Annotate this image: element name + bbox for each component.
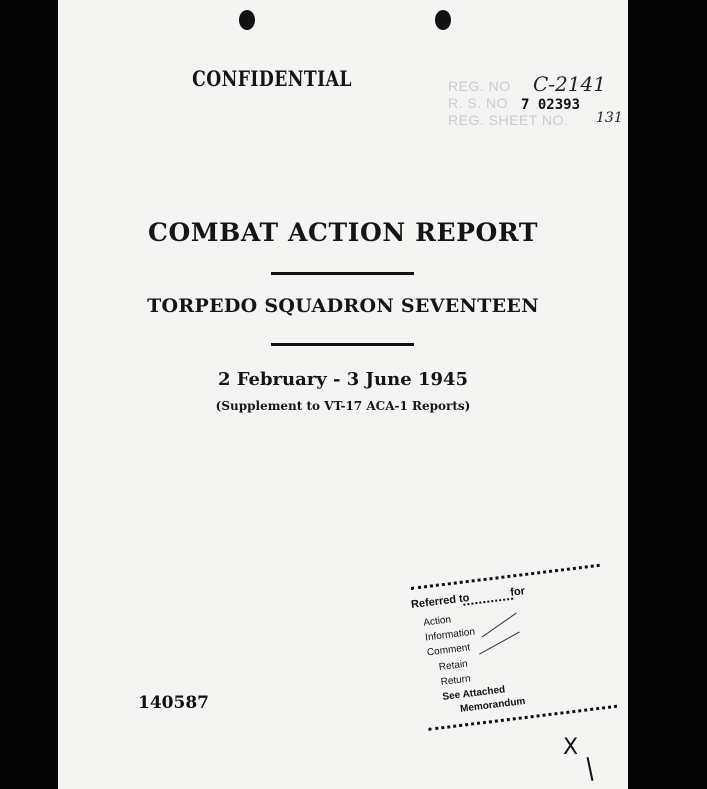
routing-item: Information xyxy=(424,626,476,644)
routing-referred-dots xyxy=(463,598,513,606)
document-page xyxy=(58,0,628,789)
stamp-reg-label: REG. NO xyxy=(448,78,511,94)
punch-hole-left xyxy=(239,10,255,30)
report-title: COMBAT ACTION REPORT xyxy=(147,218,539,247)
document-number: 140587 xyxy=(138,693,209,713)
routing-top-border xyxy=(411,564,600,590)
routing-for: for xyxy=(509,585,526,599)
routing-item: Return xyxy=(440,673,472,688)
routing-stamp xyxy=(402,554,628,749)
unit-name: TORPEDO SQUADRON SEVENTEEN xyxy=(147,295,539,317)
handwritten-tick-mark xyxy=(587,757,594,781)
handwritten-x-mark: X xyxy=(563,735,579,760)
rs-number: 7 02393 xyxy=(521,97,581,113)
classification-heading: CONFIDENTIAL xyxy=(192,66,352,91)
unit-divider xyxy=(271,343,414,346)
supplement-note: (Supplement to VT-17 ACA-1 Reports) xyxy=(215,399,471,413)
handwritten-reg-number: C-2141 xyxy=(533,72,606,96)
routing-item: Memorandum xyxy=(459,695,526,715)
handwritten-sheet-number: 131 xyxy=(596,110,623,126)
title-divider xyxy=(271,272,414,275)
routing-item: Action xyxy=(422,614,452,629)
punch-hole-right xyxy=(435,10,451,30)
routing-item: Comment xyxy=(426,642,471,659)
routing-item: Retain xyxy=(438,658,469,674)
stamp-sheet-label: REG. SHEET NO. xyxy=(448,112,569,128)
routing-item: See Attached xyxy=(441,684,506,703)
stamp-rs-label: R. S. NO xyxy=(448,95,509,111)
routing-bottom-border xyxy=(428,705,617,731)
routing-referred-to: Referred to xyxy=(410,591,471,612)
report-period: 2 February - 3 June 1945 xyxy=(217,369,469,390)
pen-stroke xyxy=(482,613,517,638)
